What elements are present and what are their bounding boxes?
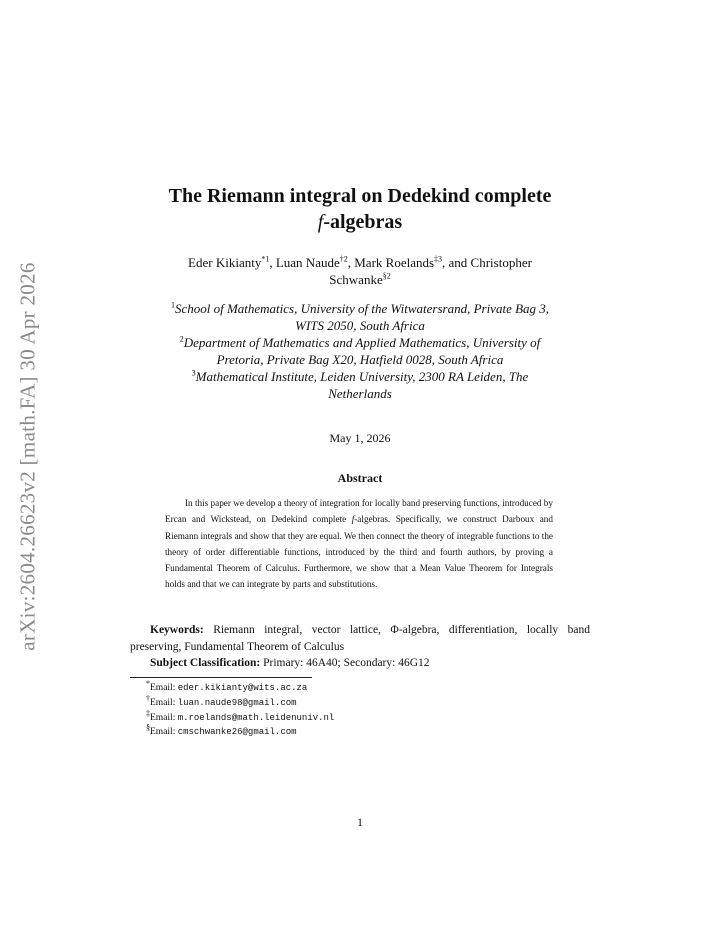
- affiliation-line: Pretoria, Private Bag X20, Hatfield 0028, South Africa: [216, 352, 504, 367]
- keywords-text: Riemann integral, vector lattice, Φ-algebra, differentiation, locally band preserving, Fundamental Theorem of Calculus: [130, 624, 591, 653]
- email-link[interactable]: luan.naude98@gmail.com: [177, 697, 297, 708]
- author-roelands: Mark Roelands: [354, 255, 435, 270]
- title-line-2: [120, 209, 600, 235]
- footnote-label: Email:: [150, 683, 176, 693]
- affiliation-line: Mathematical Institute, Leiden University, 2300 RA Leiden, The: [195, 369, 529, 384]
- footnote-label: Email:: [150, 697, 176, 708]
- affiliation-1: [128, 300, 592, 334]
- page-number: 1: [357, 815, 363, 829]
- abstract-heading: Abstract: [337, 471, 383, 485]
- keywords-label: Keywords:: [150, 624, 204, 636]
- affiliation-line: School of Mathematics, University of the Witwatersrand, Private Bag 3,: [174, 301, 550, 316]
- footnote-label: Email:: [150, 727, 176, 738]
- title-f-variable: f: [317, 211, 324, 233]
- subject-text: Primary: 46A40; Secondary: 46G12: [263, 657, 430, 669]
- email-link[interactable]: eder.kikianty@wits.ac.za: [177, 683, 308, 693]
- author-mark: *1: [261, 254, 270, 264]
- title-line-2-rest: -algebras: [323, 211, 403, 233]
- abstract-text-part-1: In this paper we develop a theory of integration for locally band preserving functions, introduced by Ercan and Wickstead, on Dedekind complete: [165, 498, 553, 525]
- paper-title: [120, 183, 600, 235]
- subject-classification: [150, 655, 590, 671]
- abstract-text-part-2: -algebras. Specifically, we construct Darboux and Riemann integrals and show that they are equal. We then connect the theory of integrable functions to the theory of order differentiable functions, introduced by the third and fourth authors, by proving a Fundamental Theorem of Calculus. Furthermore, we show that a Mean Value Theorem for Integrals holds and that we can integrate by parts and substitutions.: [165, 514, 553, 590]
- footnote-email-2: [146, 693, 546, 711]
- footnote-email-1: [146, 678, 546, 696]
- author-conjunction: , and Christopher: [442, 255, 532, 270]
- title-line-1: The Riemann integral on Dedekind complete: [168, 185, 552, 207]
- footnotes: [146, 678, 546, 740]
- arxiv-identifier: arXiv:2604.26623v2 [math.FA] 30 Apr 2026: [15, 261, 40, 651]
- author-naude: Luan Naude: [275, 255, 340, 270]
- subject-label: Subject Classification:: [150, 657, 261, 669]
- footnote-divider: [130, 677, 312, 678]
- email-link[interactable]: m.roelands@math.leidenuniv.nl: [177, 712, 335, 723]
- footnote-mark: *: [146, 678, 150, 688]
- author-kikianty: Eder Kikianty: [188, 255, 262, 270]
- affiliation-line: Netherlands: [328, 386, 392, 401]
- affiliation-3: [128, 368, 592, 402]
- author-mark: §2: [382, 271, 391, 281]
- footnote-email-3: [146, 708, 546, 726]
- affiliation-2: [128, 334, 592, 368]
- author-list: Eder Kikianty$^{*1}$, Luan Naude$^{\dagger 2}$, Mark Roelands$^{\ddagger 3}$, and Christopher Schwanke$^{\S 2}$: [188, 254, 532, 287]
- footnote-mark: †: [146, 693, 150, 703]
- affiliation-line: Department of Mathematics and Applied Mathematics, University of: [183, 335, 541, 350]
- footnote-email-4: [146, 725, 546, 740]
- abstract-f-variable: f: [351, 514, 355, 525]
- footnote-mark: §: [146, 723, 150, 733]
- affiliation-mark: 1: [170, 300, 175, 310]
- abstract-text: [165, 495, 553, 593]
- arxiv-stamp: [8, 246, 48, 666]
- keywords: [130, 622, 590, 655]
- author-schwanke: Schwanke: [329, 272, 383, 287]
- paper-date: May 1, 2026: [329, 431, 391, 445]
- footnote-mark: ‡: [146, 708, 150, 718]
- affiliation-mark: 2: [179, 334, 184, 344]
- email-link[interactable]: cmschwanke26@gmail.com: [177, 727, 297, 738]
- affiliations: [128, 300, 592, 402]
- affiliation-mark: 3: [191, 368, 196, 378]
- author-mark: †2: [339, 254, 348, 264]
- author-mark: ‡3: [434, 254, 443, 264]
- affiliation-line: WITS 2050, South Africa: [295, 318, 425, 333]
- footnote-label: Email:: [150, 712, 176, 723]
